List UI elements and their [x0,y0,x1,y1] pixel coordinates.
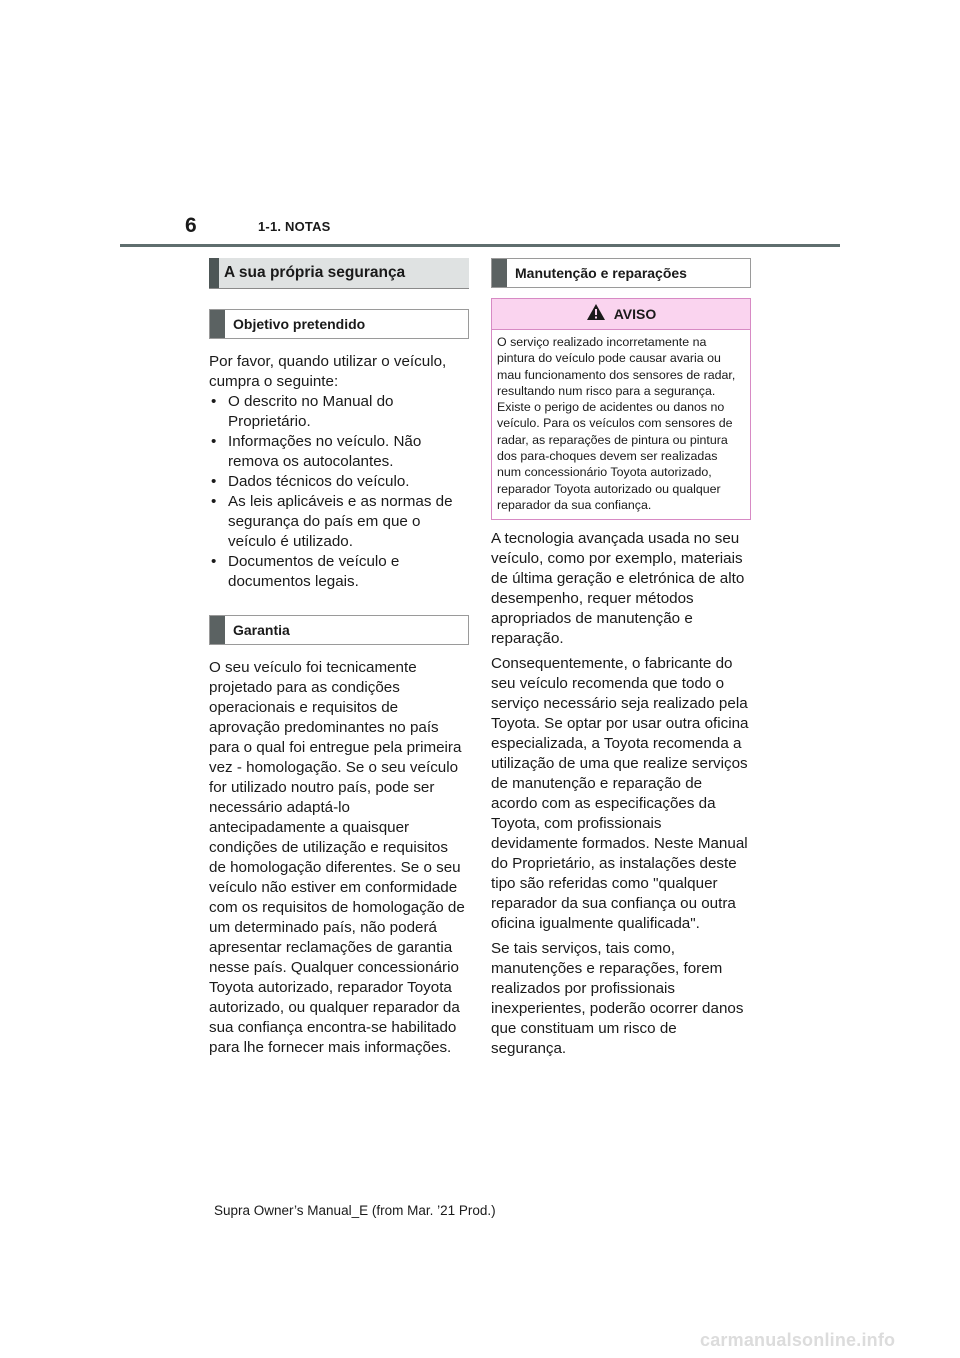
objective-intro: Por favor, quando utilizar o veículo, cumpra o seguinte: [209,353,447,390]
subsection-marker [210,616,225,644]
section-marker [209,258,219,288]
section-header-maintenance [491,258,751,288]
left-column [209,258,469,1058]
section-header-safety [209,258,469,289]
warranty-body [209,658,469,1058]
bullet-mark: • [211,473,217,490]
footer-text: Supra Owner’s Manual_E (from Mar. ’21 Prod.) [214,1203,496,1218]
bullet-mark: • [211,433,217,450]
objective-body [209,352,469,592]
list-item [209,472,469,492]
list-item-text: As leis aplicáveis e as normas de segurança do país em que o veículo é utilizado. [228,493,453,550]
bullet-mark: • [211,553,217,570]
maintenance-body [491,529,751,1059]
paragraph: Se tais serviços, tais como, manutenções e reparações, forem realizados por profissionais inexperientes, poderão ocorrer danos que constituam um risco de segurança. [491,940,744,1058]
list-item [209,432,469,472]
warning-box [491,298,751,520]
watermark: carmanualsonline.info [700,1330,896,1350]
subsection-marker [210,310,225,338]
bullet-mark: • [211,493,217,510]
objective-list [209,392,469,592]
header-rule [120,244,840,247]
paragraph: A tecnologia avançada usada no seu veículo, como por exemplo, materiais de última geração e eletrónica de alto desempenho, requer métodos apropriados de manutenção e reparação. [491,530,745,648]
section-title: Manutenção e reparações [515,265,687,281]
page-number: 6 [185,214,197,237]
list-item-text: O descrito no Manual do Proprietário. [228,393,394,430]
right-column [491,258,751,1059]
subsection-title: Objetivo pretendido [233,316,366,332]
list-item [209,392,469,432]
subsection-header-warranty [209,615,469,645]
list-item-text: Documentos de veículo e documentos legais. [228,553,400,590]
list-item-text: Dados técnicos do veículo. [228,473,410,490]
bullet-mark: • [211,393,217,410]
subsection-title: Garantia [233,622,290,638]
section-marker [492,259,507,287]
subsection-header-objective [209,309,469,339]
warning-text: O serviço realizado incorretamente na pintura do veículo pode causar avaria ou mau funcionamento dos sensores de radar, resultando num risco para a segurança. Existe o perigo de acidentes ou danos no veículo. Para os veículos com sensores de radar, as reparações de pintura ou pintura dos para-choques devem ser realizadas num concessionário Toyota autorizado, reparador Toyota autorizado ou qualquer reparador da sua confiança. [497,335,736,512]
list-item [209,552,469,592]
warning-title: AVISO [613,306,657,322]
list-item [209,492,469,552]
warning-header [492,299,750,330]
list-item-text: Informações no veículo. Não remova os autocolantes. [228,433,422,470]
section-title: A sua própria segurança [224,264,406,281]
chapter-title: 1-1. NOTAS [258,219,331,234]
warranty-text: O seu veículo foi tecnicamente projetado para as condições operacionais e requisitos de aprovação predominantes no país para o qual foi entregue pela primeira vez - homologação. Se o seu veículo for utilizado noutro país, pode ser necessário adaptá-lo antecipadamente a quaisquer condições de utilização e requisitos de homologação diferentes. Se o seu veículo não estiver em conformidade com os requisitos de homologação de um determinado país, não poderá apresentar reclamações de garantia nesse país. Qualquer concessionário Toyota autorizado, reparador Toyota autorizado, ou qualquer reparador da sua confiança encontra-se habilitado para lhe fornecer mais informações. [209,659,465,1056]
warning-triangle-icon [586,303,606,326]
paragraph: Consequentemente, o fabricante do seu veículo recomenda que todo o serviço necessário seja realizado pela Toyota. Se optar por usar outra oficina especializada, a Toyota recomenda a utilização de uma que realize serviços de manutenção e reparação de acordo com as especificações da Toyota, com profissionais devidamente formados. Neste Manual do Proprietário, as instalações deste tipo são referidas como "qualquer reparador da sua confiança ou outra oficina igualmente qualificada". [491,655,749,933]
